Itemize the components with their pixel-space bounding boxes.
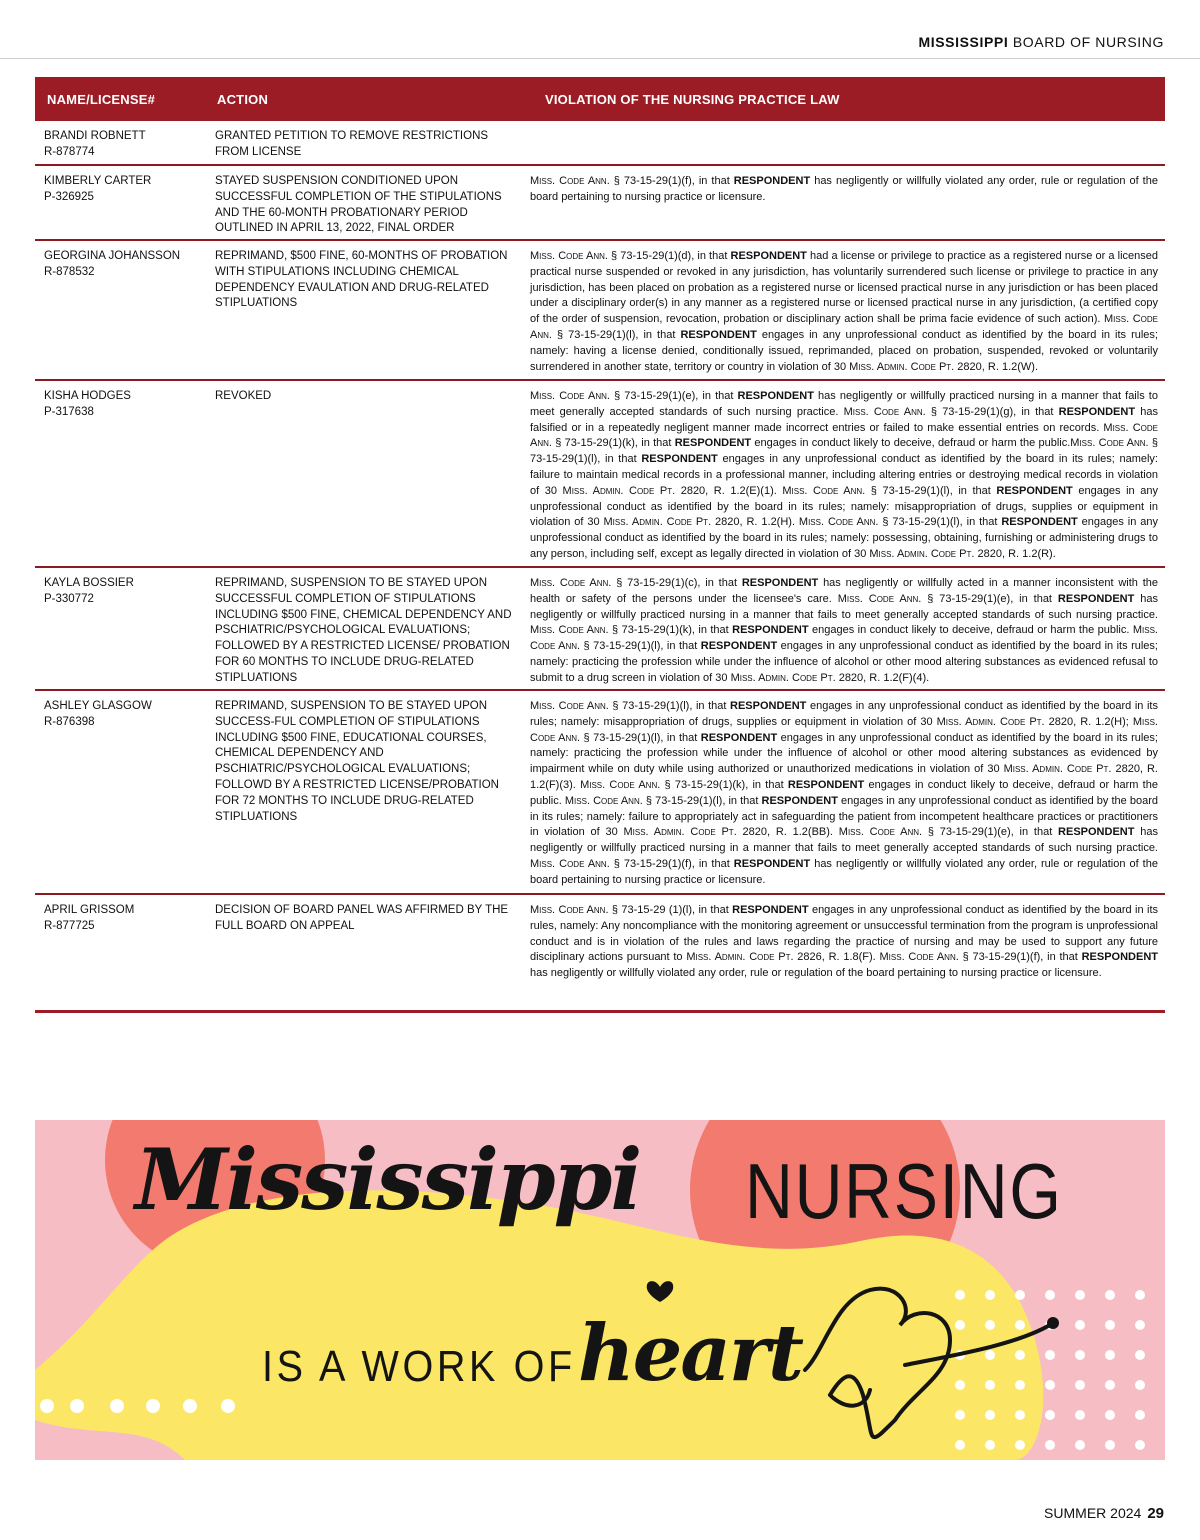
violation-cell: Miss. Code Ann. § 73-15-29(1)(f), in that RESPONDENT has negligently or willfully violated any order, rule or regulation of the board pertaining to nursing practice or licensure. [530, 175, 1158, 203]
action-cell: STAYED SUSPENSION CONDITIONED UPON SUCCESSFUL COMPLETION OF THE STIPULATIONS AND THE 60-MONTH PROBATIONARY PERIOD OUTLINED IN APRIL 13, 2022, FINAL ORDER [215, 175, 502, 235]
table-row [35, 895, 1165, 1013]
license-number: P-326925 [44, 190, 94, 203]
publication-header [918, 34, 1164, 50]
violation-cell: Miss. Code Ann. § 73-15-29 (1)(l), in that RESPONDENT engages in any unprofessional conduct as identified by the board in its rules, namely: Any noncompliance with the monitoring agreement or unsuccessful termination from the program is unprofessional conduct and is in violation of the rules and laws regarding the practice of nursing and may be used to support any future disciplinary actions pursuant to Miss. Admin. Code Pt. 2826, R. 1.8(F). Miss. Code Ann. § 73-15-29(1)(f), in that RESPONDENT has negligently or willfully violated any order, rule or regulation of the board pertaining to nursing practice or licensure. [530, 904, 1158, 980]
violation-cell: Miss. Code Ann. § 73-15-29(1)(d), in that RESPONDENT had a license or privilege to practice as a registered nurse or a licensed practical nurse suspended or revoked in any jurisdiction, has voluntarily surrendered such license or privilege to practice in any jurisdiction, has been placed on probation as a registered nurse or licensed practical nurse in any jurisdiction or has been placed under a disciplinary order(s) in any manner as a registered nurse or licensed practical nurse in any jurisdiction, (a certified copy of the order of suspension, revocation, probation or disciplinary action shall be prima facie evidence of such action). Miss. Code Ann. § 73-15-29(1)(l), in that RESPONDENT engages in any unprofessional conduct as identified by the board in its rules; namely: having a license denied, conditionally issued, reprimanded, placed on probation, suspended, revoked or voluntarily surrendered in another state, territory or country in violation of 30 Miss. Admin. Code Pt. 2820, R. 1.2(W). [530, 250, 1159, 373]
action-cell: REPRIMAND, SUSPENSION TO BE STAYED UPON SUCCESSFUL COMPLETION OF STIPULATIONS INCLUDING $500 FINE, CHEMICAL DEPENDENCY AND PSCHIATRIC/PSYCHOLOGICAL EVALUATIONS; FOLLOWED BY A RESTRICTED LICENSE/ PROBATION FOR 60 MONTHS TO INCLUDE DRUG-RELATED STIPLUATIONS [215, 577, 512, 684]
table-row [35, 241, 1165, 381]
table-row [35, 121, 1165, 166]
table-row [35, 691, 1165, 895]
licensee-cell [44, 699, 204, 731]
footer-season: SUMMER 2024 [1044, 1505, 1142, 1521]
license-number: P-317638 [44, 405, 94, 418]
action-cell: DECISION OF BOARD PANEL WAS AFFIRMED BY THE FULL BOARD ON APPEAL [215, 904, 509, 932]
table-row [35, 568, 1165, 691]
license-number: P-330772 [44, 592, 94, 605]
licensee-cell [44, 174, 204, 206]
column-header-action: ACTION [217, 92, 269, 107]
column-header-name: NAME/LICENSE# [47, 92, 156, 107]
banner-subtitle: IS A WORK OF [262, 1342, 576, 1391]
header-org-bold: MISSISSIPPI [918, 34, 1009, 50]
table-bottom-rule [35, 1010, 1165, 1013]
page-footer [1044, 1505, 1164, 1522]
licensee-name: KAYLA BOSSIER [44, 577, 134, 589]
table-row [35, 381, 1165, 568]
table-body [35, 121, 1165, 1013]
action-cell: REPRIMAND, $500 FINE, 60-MONTHS OF PROBATION WITH STIPULATIONS INCLUDING CHEMICAL DEPENDENCY EVAULATION AND DRUG-RELATED STIPLUATIONS [215, 250, 508, 310]
banner-script-title: Mississippi [135, 1130, 641, 1229]
violation-cell: Miss. Code Ann. § 73-15-29(1)(c), in that RESPONDENT has negligently or willfully acted in a manner inconsistent with the health or safety of the persons under the licensee's care. Miss. Code Ann. § 73-15-29(1)(e), in that RESPONDENT has negligently or willfully practiced nursing in a manner that fails to meet generally accepted standards of such nursing practice. Miss. Code Ann. § 73-15-29(1)(k), in that RESPONDENT engages in conduct likely to deceive, defraud or harm the public. Miss. Code Ann. § 73-15-29(1)(l), in that RESPONDENT engages in any unprofessional conduct as identified by the board in its rules; namely: practicing the profession while under the influence of alcohol or other mood altering substances as evidenced refusal to submit to a drug screen in violation of 30 Miss. Admin. Code Pt. 2820, R. 1.2(F)(4). [530, 577, 1158, 684]
action-cell: REVOKED [215, 390, 272, 402]
licensee-name: GEORGINA JOHANSSON [44, 250, 181, 262]
disciplinary-actions-table [35, 77, 1165, 1013]
licensee-name: ASHLEY GLASGOW [44, 700, 152, 712]
licensee-cell [44, 903, 204, 935]
banner-title: NURSING [745, 1147, 1063, 1235]
licensee-cell [44, 249, 204, 281]
page-number: 29 [1147, 1505, 1164, 1522]
license-number: R-876398 [44, 715, 95, 728]
violation-cell: Miss. Code Ann. § 73-15-29(1)(e), in that RESPONDENT has negligently or willfully practiced nursing in a manner that fails to meet generally accepted standards of such nursing practice. Miss. Code Ann. § 73-15-29(1)(g), in that RESPONDENT has falsified or in a repeatedly negligent manner made incorrect entries or failed to make essential entries on records. Miss. Code Ann. § 73-15-29(1)(k), in that RESPONDENT engages in conduct likely to deceive, defraud or harm the public.Miss. Code Ann. § 73-15-29(1)(l), in that RESPONDENT engages in any unprofessional conduct as identified by the board in its rules; namely: failure to maintain medical records in a professional manner, including altering entries or destroying medical records in violation of 30 Miss. Admin. Code Pt. 2820, R. 1.2(E)(1). Miss. Code Ann. § 73-15-29(1)(l), in that RESPONDENT engages in any unprofessional conduct as identified by the board in its rules; namely: misappropriation of drugs, supplies or equipment in violation of 30 Miss. Admin. Code Pt. 2820, R. 1.2(H). Miss. Code Ann. § 73-15-29(1)(l), in that RESPONDENT engages in any unprofessional conduct as identified by the board in its rules; namely: possessing, obtaining, furnishing or administering drugs to any person, including self, except as legally directed in violation of 30 Miss. Admin. Code Pt. 2820, R. 1.2(R). [530, 390, 1158, 560]
licensee-cell [44, 129, 204, 161]
licensee-cell [44, 389, 204, 421]
licensee-name: APRIL GRISSOM [44, 904, 135, 916]
license-number: R-878774 [44, 145, 95, 158]
licensee-name: KISHA HODGES [44, 390, 131, 402]
action-cell: REPRIMAND, SUSPENSION TO BE STAYED UPON SUCCESS-FUL COMPLETION OF STIPULATIONS INCLUDING $500 FINE, EDUCATIONAL COURSES, CHEMICAL DEPENDENCY AND PSCHIATRIC/PSYCHOLOGICAL EVALUATIONS; FOLLOWD BY A RESTRICTED LICENSE/PROBATION FOR 72 MONTHS TO INCLUDE DRUG-RELATED STIPLUATIONS [215, 700, 499, 823]
licensee-cell [44, 576, 204, 608]
action-cell: GRANTED PETITION TO REMOVE RESTRICTIONS FROM LICENSE [215, 130, 489, 158]
column-header-violation: VIOLATION OF THE NURSING PRACTICE LAW [545, 92, 840, 107]
table-header-row [35, 77, 1165, 121]
licensee-name: KIMBERLY CARTER [44, 175, 152, 187]
header-divider [0, 58, 1200, 59]
license-number: R-878532 [44, 265, 95, 278]
table-row [35, 166, 1165, 241]
licensee-name: BRANDI ROBNETT [44, 130, 146, 142]
violation-cell: Miss. Code Ann. § 73-15-29(1)(l), in that RESPONDENT engages in any unprofessional conduct as identified by the board in its rules; namely: misappropriation of drugs, supplies or equipment in violation of 30 Miss. Admin. Code Pt. 2820, R. 1.2(H); Miss. Code Ann. § 73-15-29(1)(l), in that RESPONDENT engages in any unprofessional conduct as identified by the board in its rules; namely: practicing the profession while under the influence of alcohol or other mood altering substances as evidenced by impairment while on duty while using authorized or unauthorized medications in violation of 30 Miss. Admin. Code Pt. 2820, R. 1.2(F)(3). Miss. Code Ann. § 73-15-29(1)(k), in that RESPONDENT engages in conduct likely to deceive, defraud or harm the public. Miss. Code Ann. § 73-15-29(1)(l), in that RESPONDENT engages in any unprofessional conduct as identified by the board in its rules; namely: failure to appropriately act in safeguarding the patient from incompetent healthcare practices or practitioners in violation of 30 Miss. Admin. Code Pt. 2820, R. 1.2(BB). Miss. Code Ann. § 73-15-29(1)(e), in that RESPONDENT has negligently or willfully practiced nursing in a manner that fails to meet generally accepted standards of such nursing practice. Miss. Code Ann. § 73-15-29(1)(f), in that RESPONDENT has negligently or willfully violated any order, rule or regulation of the board pertaining to nursing practice or licensure. [530, 700, 1158, 886]
banner-script-subtitle: heart [578, 1308, 802, 1399]
header-org-rest: BOARD OF NURSING [1008, 34, 1164, 50]
license-number: R-877725 [44, 919, 95, 932]
